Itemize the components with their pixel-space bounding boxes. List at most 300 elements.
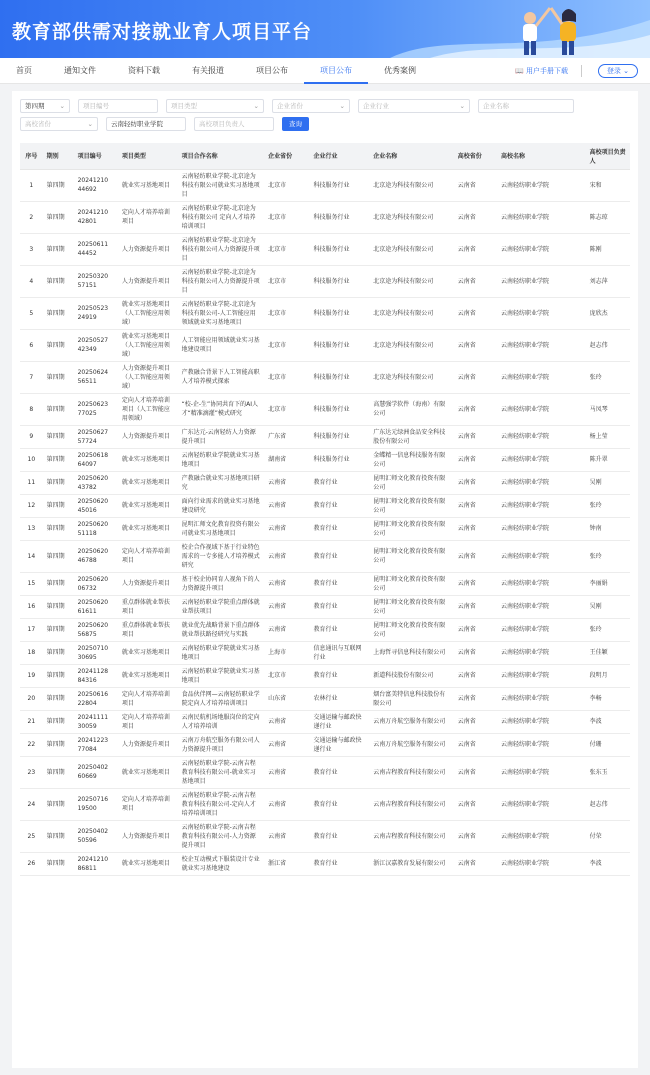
project-no-placeholder: 项目编号	[83, 102, 109, 110]
col-index: 24	[20, 788, 43, 820]
chevron-down-icon: ⌄	[87, 120, 93, 128]
col-ent-province: 云南省	[264, 710, 309, 733]
col-index: 11	[20, 471, 43, 494]
header-col-ent-name: 企业名称	[369, 143, 453, 169]
table-row	[20, 710, 630, 733]
col-period: 第四期	[43, 361, 74, 393]
col-leader: 吴刚	[586, 471, 630, 494]
site-title: 教育部供需对接就业育人项目平台	[12, 21, 313, 43]
table-row	[20, 756, 630, 788]
col-project-type: 就业实习基地项目	[118, 169, 178, 201]
col-project-type: 重点群体就业帮扶项目	[118, 618, 178, 641]
chevron-down-icon: ⌄	[253, 102, 259, 110]
col-school-name: 云南轻纺职业学院	[497, 710, 586, 733]
col-leader: 李波	[586, 852, 630, 875]
col-school-name: 云南轻纺职业学院	[497, 687, 586, 710]
col-index: 13	[20, 517, 43, 540]
col-period: 第四期	[43, 393, 74, 425]
col-leader: 陈升翠	[586, 448, 630, 471]
table-row	[20, 471, 630, 494]
table-row	[20, 297, 630, 329]
col-period: 第四期	[43, 265, 74, 297]
col-ent-industry: 农林行业	[309, 687, 369, 710]
col-project-name: 就业优先战略背景下重点群体就业帮扶路径研究与实践	[178, 618, 265, 641]
col-ent-industry: 教育行业	[309, 852, 369, 875]
col-ent-name: 云南万舟航空服务有限公司	[369, 733, 453, 756]
col-ent-industry: 教育行业	[309, 494, 369, 517]
col-project-type: 人力资源提升项目	[118, 265, 178, 297]
col-index: 12	[20, 494, 43, 517]
nav-downloads[interactable]: 资料下载	[128, 65, 160, 75]
col-index: 6	[20, 329, 43, 361]
col-school-name: 云南轻纺职业学院	[497, 329, 586, 361]
col-ent-name: 浙江汉嘉教育发展有限公司	[369, 852, 453, 875]
col-ent-name: 北京途为科技有限公司	[369, 297, 453, 329]
col-leader: 刘志萍	[586, 265, 630, 297]
col-project-no: 20250320 57151	[74, 265, 118, 297]
header-col-project-type: 项目类型	[118, 143, 178, 169]
col-index: 26	[20, 852, 43, 875]
col-project-no: 20241210 42801	[74, 201, 118, 233]
col-period: 第四期	[43, 448, 74, 471]
leader-placeholder: 高校项目负责人	[199, 120, 245, 128]
col-leader: 张玲	[586, 361, 630, 393]
table-row	[20, 361, 630, 393]
col-leader: 马凤琴	[586, 393, 630, 425]
col-project-name: 云南轻纺职业学院-云南吉程教育科技有限公司-人力资源提升项目	[178, 820, 265, 852]
col-ent-industry: 科技服务行业	[309, 265, 369, 297]
col-project-no: 20241210 44692	[74, 169, 118, 201]
col-ent-industry: 科技服务行业	[309, 297, 369, 329]
col-ent-province: 北京市	[264, 265, 309, 297]
ent-industry-select[interactable]	[358, 99, 470, 113]
col-index: 10	[20, 448, 43, 471]
col-project-name: 面向行业需求的就业实习基地建设研究	[178, 494, 265, 517]
col-project-type: 就业实习基地项目	[118, 494, 178, 517]
col-ent-name: 昆明汇师文化教育投资有限公司	[369, 572, 453, 595]
col-school-province: 云南省	[454, 788, 497, 820]
col-school-province: 云南省	[454, 664, 497, 687]
book-icon: 📖	[515, 67, 524, 75]
nav-cases[interactable]: 优秀案例	[384, 65, 416, 75]
col-ent-province: 云南省	[264, 517, 309, 540]
col-leader: 赵志伟	[586, 329, 630, 361]
col-school-province: 云南省	[454, 471, 497, 494]
col-index: 3	[20, 233, 43, 265]
col-project-name: 云南轻纺职业学院-云南吉程教育科技有限公司-就业实习基地项目	[178, 756, 265, 788]
col-ent-industry: 科技服务行业	[309, 329, 369, 361]
nav-notices[interactable]: 通知文件	[64, 65, 96, 75]
col-project-no: 20241111 30059	[74, 710, 118, 733]
table-row	[20, 329, 630, 361]
table-header-row	[20, 143, 630, 169]
col-ent-province: 北京市	[264, 393, 309, 425]
col-school-province: 云南省	[454, 572, 497, 595]
col-school-name: 云南轻纺职业学院	[497, 393, 586, 425]
col-ent-province: 云南省	[264, 572, 309, 595]
col-school-name: 云南轻纺职业学院	[497, 297, 586, 329]
col-project-name: 广东达元-云南轻纺人力资源提升项目	[178, 425, 265, 448]
col-index: 15	[20, 572, 43, 595]
col-leader: 段明月	[586, 664, 630, 687]
col-project-no: 20250616 22804	[74, 687, 118, 710]
col-project-no: 20250710 30695	[74, 641, 118, 664]
ent-name-placeholder: 企业名称	[483, 102, 509, 110]
col-ent-industry: 交通运输与邮政快递行业	[309, 710, 369, 733]
col-ent-name: 昆明汇师文化教育投资有限公司	[369, 618, 453, 641]
col-school-name: 云南轻纺职业学院	[497, 820, 586, 852]
col-project-name: 云南轻纺职业学院-北京途为科技有限公司 定向人才培养培训项目	[178, 201, 265, 233]
col-index: 1	[20, 169, 43, 201]
table-row	[20, 595, 630, 618]
col-project-name: 云南轻纺职业学院-北京途为科技有限公司-人工智能应用领域就业实习基地项目	[178, 297, 265, 329]
col-ent-name: 北京途为科技有限公司	[369, 233, 453, 265]
col-period: 第四期	[43, 572, 74, 595]
col-ent-industry: 教育行业	[309, 788, 369, 820]
col-project-no: 20241128 84316	[74, 664, 118, 687]
header-col-index: 序号	[20, 143, 43, 169]
table-row	[20, 201, 630, 233]
col-school-province: 云南省	[454, 448, 497, 471]
col-leader: 庞欣杰	[586, 297, 630, 329]
col-project-type: 人力资源提升项目	[118, 425, 178, 448]
content-area	[0, 84, 650, 1075]
table-row	[20, 572, 630, 595]
col-ent-industry: 科技服务行业	[309, 201, 369, 233]
col-school-name: 云南轻纺职业学院	[497, 664, 586, 687]
col-ent-name: 广东达元绿洲食品安全科技股份有限公司	[369, 425, 453, 448]
col-ent-industry: 科技服务行业	[309, 233, 369, 265]
col-project-no: 20250716 19500	[74, 788, 118, 820]
col-school-name: 云南轻纺职业学院	[497, 201, 586, 233]
col-period: 第四期	[43, 169, 74, 201]
project-type-placeholder: 项目类型	[171, 102, 197, 110]
col-school-province: 云南省	[454, 595, 497, 618]
projects-table	[20, 143, 630, 876]
nav-home[interactable]: 首页	[16, 65, 32, 75]
col-leader: 付珊	[586, 733, 630, 756]
manual-download-link[interactable]	[515, 66, 568, 76]
col-ent-industry: 教育行业	[309, 618, 369, 641]
col-school-province: 云南省	[454, 233, 497, 265]
col-leader: 张玲	[586, 494, 630, 517]
col-school-name: 云南轻纺职业学院	[497, 471, 586, 494]
col-leader: 赵志伟	[586, 788, 630, 820]
col-school-province: 云南省	[454, 687, 497, 710]
col-ent-province: 北京市	[264, 361, 309, 393]
col-project-no: 20250620 51118	[74, 517, 118, 540]
col-index: 20	[20, 687, 43, 710]
col-project-name: “校-企-生”协同共育下的AI人才“精准滴灌”模式研究	[178, 393, 265, 425]
col-school-province: 云南省	[454, 710, 497, 733]
col-leader: 张东玉	[586, 756, 630, 788]
col-ent-industry: 教育行业	[309, 471, 369, 494]
col-project-name: 云南轻纺职业学院-北京途为科技有限公司就业实习基地项目	[178, 169, 265, 201]
header-col-ent-province: 企业省份	[264, 143, 309, 169]
col-ent-province: 浙江省	[264, 852, 309, 875]
col-ent-province: 北京市	[264, 233, 309, 265]
col-project-no: 20250527 42349	[74, 329, 118, 361]
col-index: 14	[20, 540, 43, 572]
col-school-name: 云南轻纺职业学院	[497, 733, 586, 756]
col-project-type: 定向人才培养培训项目	[118, 201, 178, 233]
col-school-province: 云南省	[454, 618, 497, 641]
col-period: 第四期	[43, 618, 74, 641]
col-ent-name: 上海哲寻信息科技有限公司	[369, 641, 453, 664]
col-period: 第四期	[43, 471, 74, 494]
col-school-province: 云南省	[454, 297, 497, 329]
table-row	[20, 733, 630, 756]
col-school-name: 云南轻纺职业学院	[497, 233, 586, 265]
col-project-name: 云南轻纺职业学院就业实习基地项目	[178, 664, 265, 687]
col-project-name: 云南轻纺职业学院就业实习基地项目	[178, 448, 265, 471]
col-project-name: 产教融合就业实习基地项目研究	[178, 471, 265, 494]
nav-reports[interactable]: 有关报道	[192, 65, 224, 75]
chevron-down-icon: ⌄	[339, 102, 345, 110]
col-project-name: 产教融合背景下人工智能高职人才培养模式探索	[178, 361, 265, 393]
col-project-no: 20250402 60669	[74, 756, 118, 788]
col-leader: 李丽娟	[586, 572, 630, 595]
col-school-name: 云南轻纺职业学院	[497, 448, 586, 471]
col-period: 第四期	[43, 494, 74, 517]
col-period: 第四期	[43, 820, 74, 852]
col-leader: 杨上莹	[586, 425, 630, 448]
table-row	[20, 788, 630, 820]
project-no-input[interactable]	[78, 99, 158, 113]
col-ent-industry: 教育行业	[309, 664, 369, 687]
col-project-no: 20250623 77025	[74, 393, 118, 425]
col-period: 第四期	[43, 540, 74, 572]
col-school-name: 云南轻纺职业学院	[497, 756, 586, 788]
col-ent-province: 湖南省	[264, 448, 309, 471]
col-index: 4	[20, 265, 43, 297]
col-ent-province: 云南省	[264, 595, 309, 618]
header-col-school-province: 高校省份	[454, 143, 497, 169]
site-header	[0, 0, 650, 58]
table-row	[20, 618, 630, 641]
col-project-name: 校企合作视域下基于行业特色需求的一专多能人才培养模式研究	[178, 540, 265, 572]
filter-bar	[20, 99, 630, 131]
chevron-down-icon: ⌄	[623, 67, 629, 75]
col-leader: 陈刚	[586, 233, 630, 265]
col-ent-industry: 教育行业	[309, 756, 369, 788]
col-index: 23	[20, 756, 43, 788]
table-row	[20, 517, 630, 540]
col-index: 5	[20, 297, 43, 329]
col-index: 25	[20, 820, 43, 852]
login-label: 登录	[606, 67, 621, 75]
col-project-name: 云南轻纺职业学院-云南吉程教育科技有限公司-定向人才培养培训项目	[178, 788, 265, 820]
col-ent-industry: 科技服务行业	[309, 393, 369, 425]
col-school-name: 云南轻纺职业学院	[497, 425, 586, 448]
col-project-no: 20250523 24919	[74, 297, 118, 329]
nav-divider	[581, 65, 582, 77]
col-index: 17	[20, 618, 43, 641]
col-ent-industry: 科技服务行业	[309, 448, 369, 471]
period-value: 第四期	[25, 102, 45, 110]
col-ent-name: 高慧强学软件（海南）有限公司	[369, 393, 453, 425]
col-ent-industry: 科技服务行业	[309, 361, 369, 393]
header-col-leader: 高校项目负责人	[586, 143, 630, 169]
col-ent-name: 北京途为科技有限公司	[369, 361, 453, 393]
col-school-name: 云南轻纺职业学院	[497, 169, 586, 201]
col-project-name: 校企互动模式下服装设计专业就业实习基地建设	[178, 852, 265, 875]
col-school-name: 云南轻纺职业学院	[497, 517, 586, 540]
col-period: 第四期	[43, 756, 74, 788]
col-leader: 付荣	[586, 820, 630, 852]
col-ent-province: 云南省	[264, 733, 309, 756]
school-name-value: 云南轻纺职业学院	[111, 120, 163, 128]
col-period: 第四期	[43, 425, 74, 448]
col-school-name: 云南轻纺职业学院	[497, 852, 586, 875]
col-ent-province: 广东省	[264, 425, 309, 448]
chevron-down-icon: ⌄	[459, 102, 465, 110]
col-leader: 吴刚	[586, 595, 630, 618]
col-project-type: 定向人才培养培训项目	[118, 687, 178, 710]
col-ent-name: 云南万舟航空服务有限公司	[369, 710, 453, 733]
table-row	[20, 425, 630, 448]
col-ent-name: 昆明汇师文化教育投资有限公司	[369, 595, 453, 618]
col-school-province: 云南省	[454, 201, 497, 233]
col-project-type: 就业实习基地项目	[118, 756, 178, 788]
col-project-no: 20250624 56511	[74, 361, 118, 393]
period-select[interactable]	[20, 99, 70, 113]
col-project-type: 定向人才培养培训项目	[118, 788, 178, 820]
col-ent-name: 金蝶精一信息科技服务有限公司	[369, 448, 453, 471]
col-leader: 李波	[586, 710, 630, 733]
col-period: 第四期	[43, 852, 74, 875]
col-project-type: 就业实习基地项目	[118, 641, 178, 664]
table-row	[20, 641, 630, 664]
col-ent-industry: 教育行业	[309, 517, 369, 540]
col-period: 第四期	[43, 517, 74, 540]
col-project-type: 就业实习基地项目	[118, 852, 178, 875]
col-project-type: 就业实习基地项目（人工智能应用领域）	[118, 329, 178, 361]
col-ent-province: 北京市	[264, 201, 309, 233]
col-index: 9	[20, 425, 43, 448]
col-leader: 陈志琼	[586, 201, 630, 233]
header-col-period: 期别	[43, 143, 74, 169]
col-project-name: 云南轻纺职业学院-北京途为科技有限公司人力资源提升项目	[178, 265, 265, 297]
col-index: 21	[20, 710, 43, 733]
project-type-select[interactable]	[166, 99, 264, 113]
table-row	[20, 852, 630, 875]
ent-province-placeholder: 企业省份	[277, 102, 303, 110]
col-school-province: 云南省	[454, 265, 497, 297]
ent-province-select[interactable]	[272, 99, 350, 113]
col-index: 18	[20, 641, 43, 664]
col-leader: 张玲	[586, 618, 630, 641]
header-col-ent-industry: 企业行业	[309, 143, 369, 169]
table-body	[20, 169, 630, 875]
table-row	[20, 448, 630, 471]
col-project-no: 20250611 44452	[74, 233, 118, 265]
col-period: 第四期	[43, 297, 74, 329]
col-school-province: 云南省	[454, 393, 497, 425]
login-button[interactable]	[598, 64, 638, 78]
col-project-name: 云南轻纺职业学院就业实习基地项目	[178, 641, 265, 664]
header-illustration	[390, 0, 650, 58]
col-project-no: 20250627 57724	[74, 425, 118, 448]
col-leader: 张玲	[586, 540, 630, 572]
header-col-school-name: 高校名称	[497, 143, 586, 169]
query-button[interactable]: 查询	[282, 117, 309, 131]
ent-industry-placeholder: 企业行业	[363, 102, 389, 110]
col-ent-name: 新道科技股份有限公司	[369, 664, 453, 687]
table-row	[20, 540, 630, 572]
col-project-type: 人力资源提升项目	[118, 233, 178, 265]
col-ent-name: 北京途为科技有限公司	[369, 265, 453, 297]
nav-projects-1[interactable]: 项目公布	[256, 65, 288, 75]
col-project-type: 就业实习基地项目	[118, 448, 178, 471]
nav-projects-2[interactable]: 项目公布	[304, 58, 368, 84]
col-index: 16	[20, 595, 43, 618]
col-ent-province: 北京市	[264, 329, 309, 361]
col-project-no: 20250620 56875	[74, 618, 118, 641]
col-period: 第四期	[43, 233, 74, 265]
col-project-type: 定向人才培养培训项目	[118, 540, 178, 572]
col-project-no: 20241223 77084	[74, 733, 118, 756]
col-ent-province: 云南省	[264, 788, 309, 820]
col-ent-province: 北京市	[264, 664, 309, 687]
col-school-province: 云南省	[454, 329, 497, 361]
col-project-type: 就业实习基地项目	[118, 471, 178, 494]
table-row	[20, 393, 630, 425]
col-school-province: 云南省	[454, 425, 497, 448]
col-project-no: 20250620 45016	[74, 494, 118, 517]
col-school-province: 云南省	[454, 852, 497, 875]
leader-input[interactable]	[194, 117, 274, 131]
col-project-name: 云南民航机场地服岗位的定向人才培养培训	[178, 710, 265, 733]
col-ent-province: 上海市	[264, 641, 309, 664]
col-project-name: 云南轻纺职业学院-北京途为科技有限公司人力资源提升项目	[178, 233, 265, 265]
table-row	[20, 265, 630, 297]
col-project-no: 20250402 50596	[74, 820, 118, 852]
col-school-name: 云南轻纺职业学院	[497, 540, 586, 572]
header-col-project-name: 项目合作名称	[178, 143, 265, 169]
col-leader: 宋和	[586, 169, 630, 201]
ent-name-input[interactable]	[478, 99, 574, 113]
col-school-name: 云南轻纺职业学院	[497, 618, 586, 641]
col-ent-industry: 科技服务行业	[309, 425, 369, 448]
col-ent-province: 云南省	[264, 820, 309, 852]
col-project-type: 定向人才培养培训项目（人工智能应用领域）	[118, 393, 178, 425]
col-ent-industry: 教育行业	[309, 820, 369, 852]
col-school-province: 云南省	[454, 641, 497, 664]
manual-download-label: 用户手册下载	[526, 67, 568, 75]
col-project-type: 人力资源提升项目（人工智能应用领域）	[118, 361, 178, 393]
col-ent-province: 云南省	[264, 471, 309, 494]
school-province-select[interactable]	[20, 117, 98, 131]
col-project-type: 人力资源提升项目	[118, 820, 178, 852]
col-period: 第四期	[43, 595, 74, 618]
col-project-name: 云南轻纺职业学院重点群体就业帮扶项目	[178, 595, 265, 618]
col-project-type: 就业实习基地项目	[118, 517, 178, 540]
col-school-name: 云南轻纺职业学院	[497, 595, 586, 618]
col-school-province: 云南省	[454, 169, 497, 201]
col-ent-province: 山东省	[264, 687, 309, 710]
col-project-no: 20241210 86811	[74, 852, 118, 875]
col-ent-industry: 教育行业	[309, 540, 369, 572]
col-ent-industry: 交通运输与邮政快递行业	[309, 733, 369, 756]
col-project-type: 就业实习基地项目（人工智能应用领域）	[118, 297, 178, 329]
col-school-province: 云南省	[454, 540, 497, 572]
col-ent-industry: 教育行业	[309, 595, 369, 618]
school-name-input[interactable]	[106, 117, 186, 131]
col-index: 22	[20, 733, 43, 756]
col-ent-province: 云南省	[264, 540, 309, 572]
col-school-name: 云南轻纺职业学院	[497, 641, 586, 664]
